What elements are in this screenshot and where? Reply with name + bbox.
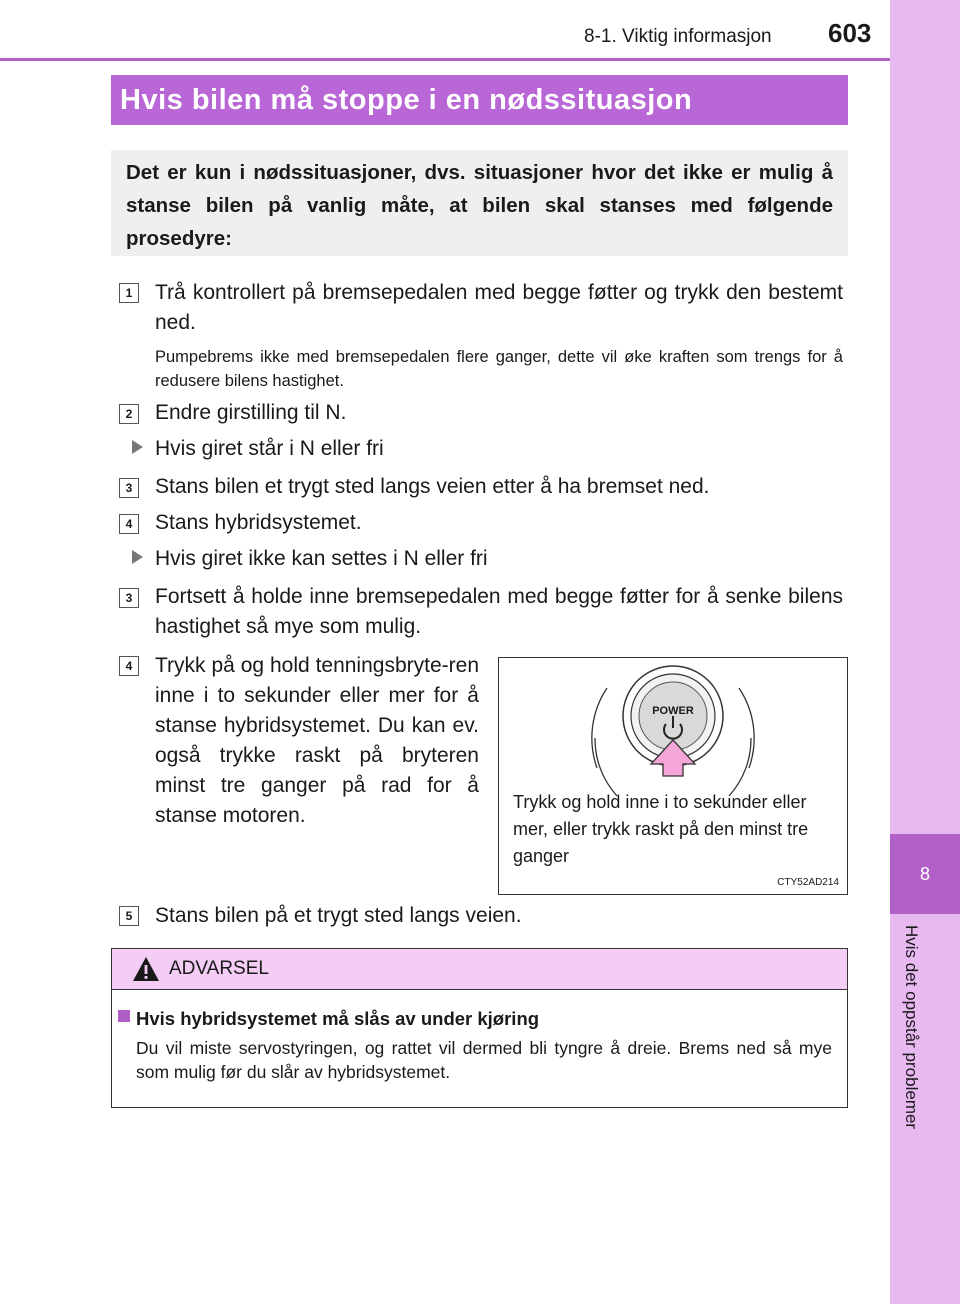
step-text: Fortsett å holde inne bremsepedalen med begge føtter for å senke bilens hastighet så mye som mulig. — [155, 585, 843, 638]
condition-heading — [132, 544, 488, 574]
page-number: 603 — [828, 18, 872, 48]
step-text: Trå kontrollert på bremsepedalen med begge føtter og trykk den bestemt ned. — [155, 281, 843, 334]
chapter-number: 8 — [890, 834, 960, 914]
warning-header — [112, 949, 847, 990]
condition-heading — [132, 434, 384, 464]
warning-triangle-icon — [132, 956, 160, 982]
chapter-title: Hvis det oppstår problemer — [902, 925, 921, 1130]
figure-caption: Trykk og hold inne i to sekunder eller mer, eller trykk raskt på den minst tre ganger — [513, 792, 809, 866]
intro-text: Det er kun i nødssituasjoner, dvs. situasjoner hvor det ikke er mulig å stanse bilen på vanlig måte, at bilen skal stanses med følgende prosedyre: — [111, 150, 848, 256]
square-bullet-icon — [118, 1010, 130, 1022]
warning-subtitle: Hvis hybridsystemet må slås av under kjøring — [136, 1008, 540, 1029]
page-title: Hvis bilen må stoppe i en nødssituasjon — [111, 75, 848, 125]
warning-label: ADVARSEL — [169, 958, 269, 979]
step-number: 1 — [119, 283, 139, 303]
step-number: 4 — [119, 514, 139, 534]
triangle-bullet-icon — [132, 550, 143, 564]
step-text: Stans bilen på et trygt sted langs veien. — [155, 904, 522, 927]
warning-box — [111, 948, 848, 1108]
power-button-figure — [498, 657, 848, 895]
warning-body: Du vil miste servostyringen, og rattet vil dermed bli tyngre å dreie. Brems ned så mye som mulig før du slår av hybridsystemet. — [136, 1038, 832, 1082]
step-text: Trykk på og hold tenningsbryte-ren inne i to sekunder eller mer for å stanse hybridsystemet. Du kan ev. også trykke raskt på bryteren minst tre ganger på rad for å stanse motoren. — [155, 654, 479, 827]
step-number: 4 — [119, 656, 139, 676]
step-text: Endre girstilling til N. — [155, 401, 347, 424]
header-divider — [0, 58, 890, 61]
condition-text: Hvis giret ikke kan settes i N eller fri — [155, 547, 488, 570]
step-number: 3 — [119, 478, 139, 498]
step-number: 5 — [119, 906, 139, 926]
step-note: Pumpebrems ikke med bremsepedalen flere ganger, dette vil øke kraften som trengs for å redusere bilens hastighet. — [155, 348, 843, 390]
condition-text: Hvis giret står i N eller fri — [155, 437, 384, 460]
step-number: 2 — [119, 404, 139, 424]
header-section-title: 8-1. Viktig informasjon — [584, 26, 772, 47]
figure-code: CTY52AD214 — [777, 877, 839, 888]
step-number: 3 — [119, 588, 139, 608]
triangle-bullet-icon — [132, 440, 143, 454]
step-text: Stans bilen et trygt sted langs veien etter å ha bremset ned. — [155, 475, 710, 498]
power-button-label: POWER — [652, 705, 694, 717]
step-text: Stans hybridsystemet. — [155, 511, 362, 534]
